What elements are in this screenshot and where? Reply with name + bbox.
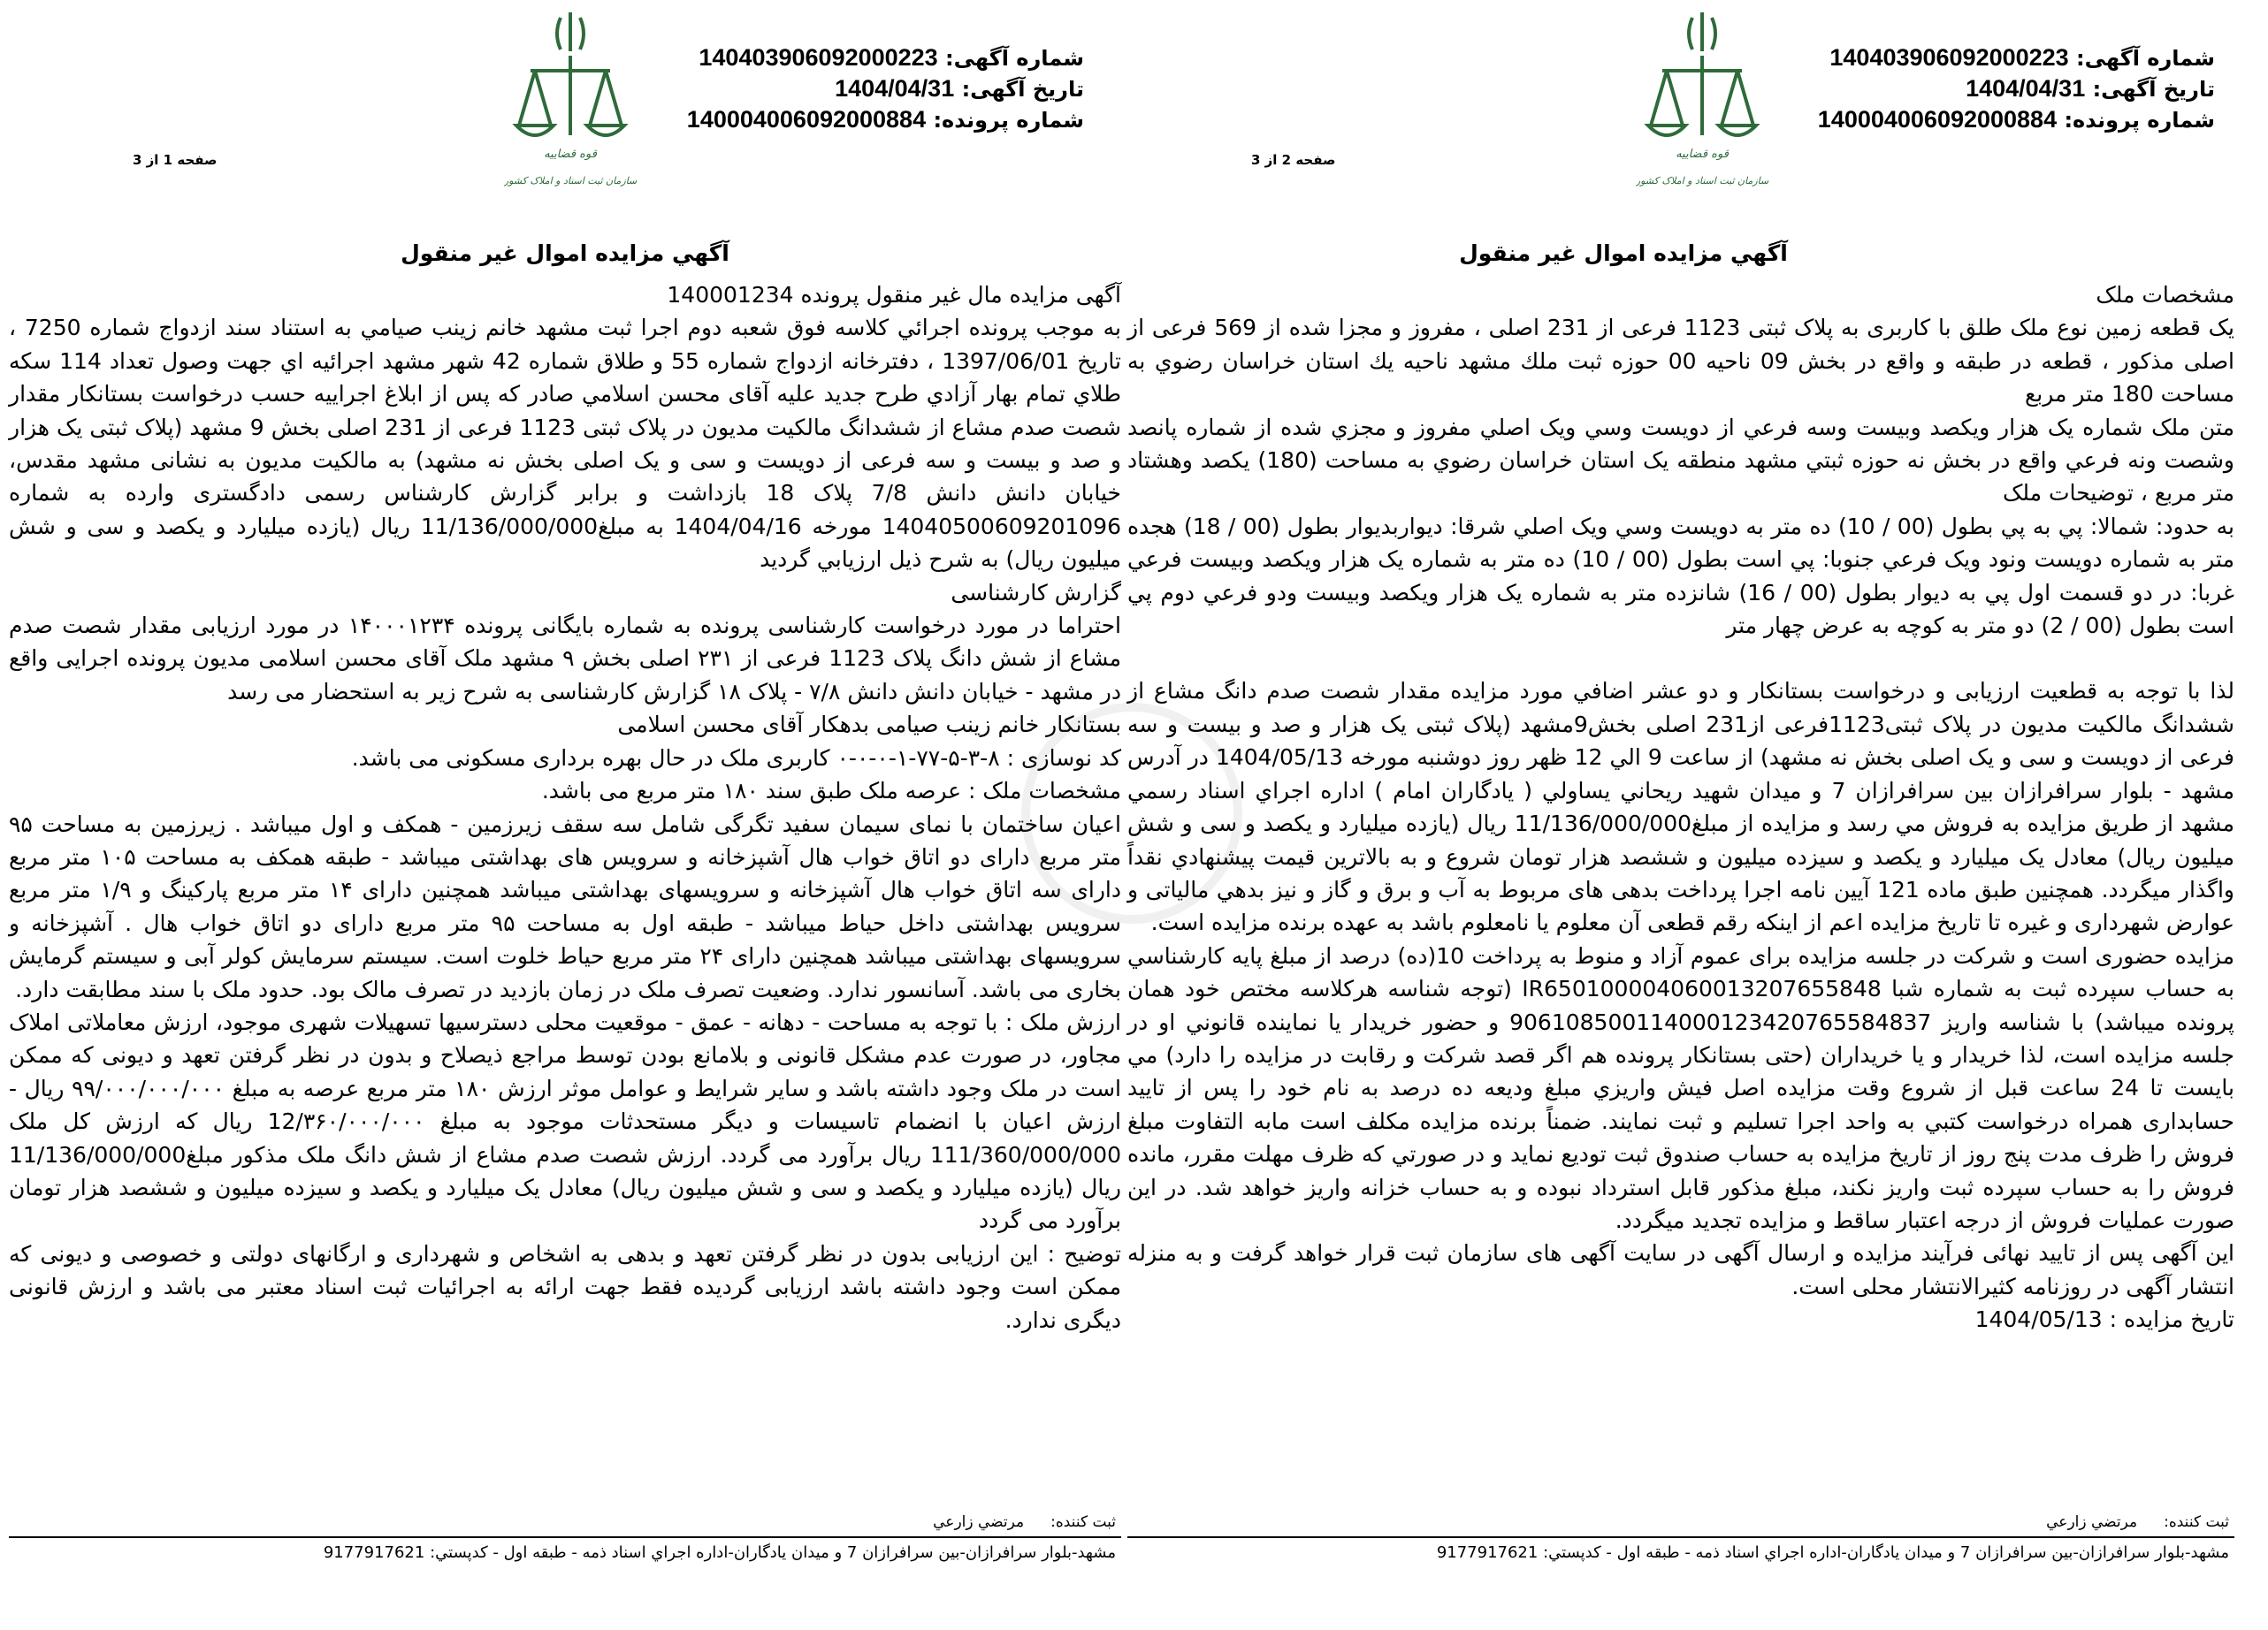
page-1 (9, 0, 1121, 1630)
document-body (1127, 278, 2234, 1337)
file-number: 140004006092000884 (1817, 106, 2058, 133)
divider (1127, 1536, 2234, 1538)
document-title: آگهي مزايده اموال غير منقول (401, 240, 729, 266)
file-number: 140004006092000884 (686, 106, 927, 133)
svg-text:سازمان ثبت اسناد و املاک کشور: سازمان ثبت اسناد و املاک کشور (504, 175, 637, 187)
postal-code: 9177917621 (1436, 1543, 1539, 1562)
page-footer (9, 1513, 1121, 1562)
file-number-label: شماره پرونده: (2064, 108, 2215, 133)
svg-text:قوه قضاییه: قوه قضاییه (1676, 148, 1729, 161)
ad-meta (687, 42, 1084, 135)
judiciary-scales-logo (504, 7, 637, 197)
paragraph: بستانکار خانم زینب صیامی بدهکار آقای محسن اسلامی (617, 712, 1121, 738)
paragraph: ارزش ملک : با توجه به مساحت - دهانه - عمق - موقعیت محلی دسترسیها تسهیلات شهری موجود، ارزش معاملاتی املاک مجاور، در صورت عدم مشکل قانونی و بلامانع بودن توسط مراجع ذیصلاح و بدون در نظر گرفتن تعهد و دیونی که ممکن است در ملک وجود داشته باشد و سایر شرایط و عوامل موثر ارزش ۱۸۰ متر مربع عرصه به مبلغ ۹۹/۰۰۰/۰۰۰/۰۰۰ ریال - ارزش اعیان با انضمام تاسیسات و دیگر مستحدثات موجود به مبلغ 12/۳۶۰/۰۰۰/۰۰۰ ریال که ارزش کل ملک 111/360/000/000 ریال برآورد می گردد. ارزش شصت صدم مشاع از شش دانگ ملک مذکور مبلغ11/136/000/000 ریال (یازده میلیارد و یکصد و سی و شش میلیون ریال) معادل یک میلیارد و یکصد و سیزده میلیون و ششصد هزار تومان برآورد می گردد (9, 1009, 1121, 1234)
ad-meta (1818, 42, 2215, 135)
paragraph: لذا با توجه به قطعیت ارزیابی و درخواست بستانکار و دو عشر اضافي مورد مزايده مقدار شصت صدم دانگ مشاع از ششدانگ مالکیت مدیون در پلاک ثبتی1123فرعی از231 اصلی بخش9مشهد (پلاک ثبتی یک هزار و صد و بیست و سه فرعی از دویست و سی و یک اصلی بخش نه مشهد) از ساعت 9 الي 12 ظهر روز دوشنبه مورخه 1404/05/13 در آدرس مشهد - بلوار سرافرازان بین سرافرازان 7 و میدان شهید ريحاني یساولي ( یادگاران امام ) اداره اجراي اسناد رسمي مشهد از طریق مزايده به فروش مي رسد و مزايده از مبلغ11/136/000/000 ریال (یازده میلیارد و یکصد و سی و شش میلیون ریال) معادل یک میلیارد و یکصد و سیزده میلیون و ششصد هزار تومان شروع و به بالاترين قيمت پيشنهادي نقداً واگذار ميگردد. همچنین طبق ماده 121 آیین نامه اجرا پرداخت بدهی های مربوط به آب و برق و گاز و نيز بدهي مالياتی و عوارض شهرداری و غیره تا تاریخ مزایده اعم از اینکه رقم قطعی آن معلوم یا نامعلوم باشد به عهده برنده مزایده است. (1127, 678, 2234, 936)
divider (9, 1536, 1121, 1538)
paragraph: متن ملک شماره یک هزار ویکصد وبیست وسه فرعي از دويست وسي ويک اصلي مفروز و مجزي شده از شماره پانصد وشصت ونه فرعي واقع در بخش نه حوزه ثبتي مشهد منطقه يک استان خراسان رضوي به مساحت (180) يکصد وهشتاد متر مربع ، توضيحات ملک (1127, 414, 2234, 507)
paragraph: به موجب پرونده اجرائي کلاسه فوق شعبه دوم اجرا ثبت مشهد خانم زینب صیامي به استناد سند ازدواج شماره 7250 ، تاریخ 1397/06/01 ، دفترخانه ازدواج شماره 55 و طلاق شماره 42 شهر مشهد اجرائیه اي جهت وصول تعداد 114 سکه طلاي تمام بهار آزادي طرح جدید علیه آقای محسن اسلامي صادر که پس از ابلاغ اجراییه حسب درخواست بستانکار مقدار شصت صدم مشاع از ششدانگ مالکیت مدیون در پلاک ثبتی 1123 فرعی از 231 اصلی بخش 9 مشهد (پلاک ثبتی یک هزار و صد و بیست و سه فرعی از دویست و سی و یک اصلی بخش نه مشهد) به مالکیت مدیون به نشانی مشهد مقدس، خیابان دانش دانش 7/8 پلاک 18 بازداشت و برابر گزارش کارشناس رسمی دادگستری وارده به شماره 14040500609201096 مورخه 1404/04/16 به مبلغ11/136/000/000 ریال (یازده میلیارد و یکصد و سی و شش میلیون ریال) به شرح ذیل ارزیابي گردید (9, 315, 1122, 573)
ad-number: 140403906092000223 (1829, 44, 2069, 71)
paragraph: مزایده حضوری است و شرکت در جلسه مزایده برای عموم آزاد و منوط به پرداخت 10(ده) درصد از مبلغ پایه کارشناسي به حساب سپرده ثبت به شماره شبا IR650100004060013207655848 (توجه شناسه هرکلاسه مختص خود همان پرونده میباشد) با شناسه واریز 906108500114000123420765584837 و حضور خریدار یا نماینده قانوني او در جلسه مزایده است، لذا خریدار و یا خریداران (حتی بستانکار پرونده هم اگر قصد شرکت و رقابت در مزایده را دارد) مي بایست تا 24 ساعت قبل از شروع وقت مزایده اصل فیش واریزي مبلغ ودیعه ده درصد به نام خود را پس از تایید حسابداری همراه درخواست کتبي به واحد اجرا تسلیم و ثبت نمایند. ضمناً برنده مزایده مکلف است مابه التفاوت مبلغ فروش را ظرف مدت پنج روز از تاریخ مزایده به حساب صندوق ثبت تودیع نماید و در صورتي که ظرف مهلت مقرر، مانده فروش را به حساب سپرده ثبت واریز نکند، مبلغ مذکور قابل استرداد نبوده و به حساب خزانه واریز خواهد شد. در این صورت عملیات فروش از درجه اعتبار ساقط و مزایده تجدید میگردد. (1127, 942, 2235, 1233)
page-number: صفحه 1 از 3 (133, 152, 218, 168)
paragraph: یک قطعه زمین نوع ملک طلق با کاربری به پلاک ثبتی 1123 فرعی از 231 اصلی ، مفروز و مجزا شده از 569 فرعی از اصلی مذکور ، قطعه در طبقه و واقع در بخش 09 ناحیه 00 حوزه ثبت ملك مشهد ناحيه يك استان خراسان رضوي به مساحت 180 متر مربع (1127, 315, 2234, 408)
ad-date-label: تاریخ آگهی: (961, 77, 1084, 102)
paragraph: به حدود: شمالا: پي به پي بطول (00 / 10) ده متر به دويست وسي ويک اصلي شرقا: ديواربديوار بطول (00 / 18) هجده متر به شماره دويست ونود ويک فرعي جنوبا: پي است بطول (00 / 10) ده متر به شماره يک هزار ويکصد وبيست فرعي غربا: در دو قسمت اول پي به ديوار بطول (00 / 16) شانزده متر به شماره يک هزار ويکصد وبيست ودو فرعي دوم پي است بطول (00 / 2) دو متر به کوچه به عرض چهار متر (1127, 513, 2234, 639)
registrar-name: مرتضي زارعي (2046, 1513, 2138, 1531)
paragraph: مشخصات ملک : عرصه ملک طبق سند ۱۸۰ متر مربع می باشد. (541, 778, 1121, 804)
judiciary-scales-logo (1636, 7, 1768, 197)
paragraph: احتراما در مورد درخواست کارشناسی پرونده به شماره بایگانی پرونده ۱۴۰۰۰۱۲۳۴ در مورد ارزیابی مقدار شصت صدم مشاع از شش دانگ پلاک 1123 فرعی از ۲۳۱ اصلی بخش ۹ مشهد ملک آقای محسن اسلامی مدیون پرونده اجرایی واقع در مشهد - خیابان دانش دانش ۷/۸ - پلاک ۱۸ گزارش کارشناسی به شرح زیر به استحضار می رسد (9, 613, 1122, 705)
document-body (9, 278, 1121, 1337)
ad-number-label: شماره آگهی: (945, 46, 1084, 71)
paragraph: اعیان ساختمان با نمای سیمان سفید تگرگی شامل سه سقف زیرزمین - همکف و اول میباشد . زیرزمین به مساحت ۹۵ متر مربع دارای دو اتاق خواب هال آشپزخانه و سرویس های بهداشتی میباشد - طبقه همکف به مساحت ۱۰۵ متر مربع دارای سه اتاق خواب هال آشپزخانه و سرویسهای بهداشتی میباشد همچنین دارای ۱۴ متر مربع پارکینگ و ۱/۹ متر مربع سرویس بهداشتی داخل حیاط میباشد - طبقه اول به مساحت ۹۵ متر مربع دارای دو اتاق خواب هال . آشپزخانه و سرویسهای بهداشتی میباشد همچنین دارای ۲۴ متر مربع حیاط خلوت است. سیستم سرمایش کولر آبی و سیستم گرمایش بخاری می باشد. آسانسور ندارد. وضعیت تصرف ملک در زمان بازدید در تصرف مالک بود. حدود ملک با سند مطابقت دارد. (9, 811, 1122, 1002)
page-number: صفحه 2 از 3 (1251, 152, 1336, 168)
svg-text:قوه قضاییه: قوه قضاییه (544, 148, 597, 161)
svg-text:سازمان ثبت اسناد و املاک کشور: سازمان ثبت اسناد و املاک کشور (1636, 175, 1768, 187)
address: مشهد-بلوار سرافرازان-بين سرافرازان 7 و میدان یادگاران-اداره اجراي اسناد ذمه - طبقه اول - کدپستي: (1543, 1543, 2229, 1562)
page-2 (1127, 0, 2234, 1630)
paragraph: مشخصات ملک (2096, 282, 2234, 308)
postal-code: 9177917621 (323, 1543, 425, 1562)
paragraph: کد نوسازی : ۸-۳-۵-۷۷-۱-۰-۰-۰ کاربری ملک در حال بهره برداری مسکونی می باشد. (351, 744, 1121, 771)
paragraph: آگهی مزایده مال غیر منقول پرونده 140001234 (667, 282, 1121, 308)
registrar-label: ثبت کننده: (2164, 1513, 2229, 1531)
paragraph: توضیح : این ارزیابی بدون در نظر گرفتن تعهد و بدهی به اشخاص و شهرداری و ارگانهای دولتی و خصوصی و دیونی که ممکن است وجود داشته باشد ارزیابی گردیده فقط جهت ارائه به اجرائیات ثبت اسناد معتبر می باشد و ارزش قانونی دیگری ندارد. (9, 1240, 1121, 1333)
document-title: آگهي مزايده اموال غير منقول (1459, 240, 1788, 266)
registrar-name: مرتضي زارعي (933, 1513, 1025, 1531)
page-footer (1127, 1513, 2234, 1562)
ad-date: 1404/04/31 (835, 75, 955, 102)
address: مشهد-بلوار سرافرازان-بين سرافرازان 7 و میدان یادگاران-اداره اجراي اسناد ذمه - طبقه اول - کدپستي: (430, 1543, 1116, 1562)
ad-number-label: شماره آگهی: (2076, 46, 2215, 71)
ad-date-label: تاریخ آگهی: (2092, 77, 2215, 102)
auction-date: تاریخ مزایده : 1404/05/13 (1974, 1306, 2234, 1333)
ad-date: 1404/04/31 (1966, 75, 2086, 102)
paragraph: گزارش کارشناسی (951, 579, 1121, 606)
registrar-label: ثبت کننده: (1050, 1513, 1116, 1531)
paragraph: این آگهی پس از تایید نهائی فرآیند مزایده و ارسال آگهی در سایت آگهی های سازمان ثبت قرار خواهد گرفت و به منزله انتشار آگهی در روزنامه کثیرالانتشار محلی است. (1127, 1240, 2234, 1299)
file-number-label: شماره پرونده: (933, 108, 1084, 133)
ad-number: 140403906092000223 (699, 44, 938, 71)
